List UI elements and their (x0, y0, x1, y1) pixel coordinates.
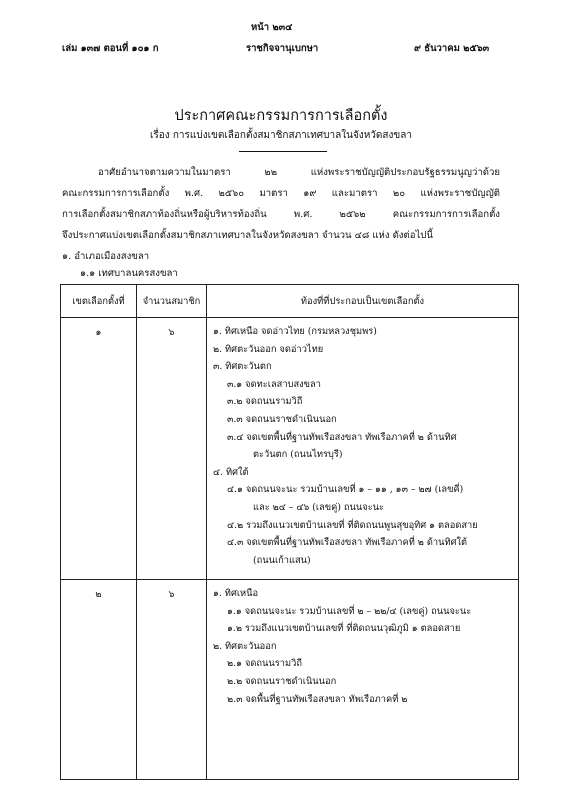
area-item: ๑.๑ จดถนนจะนะ รวมบ้านเลขที่ ๒ – ๒๒/๔ (เลขคู่) ถนนจะนะ (227, 605, 472, 617)
member-count: ๖ (137, 580, 207, 780)
table-row (61, 318, 519, 580)
area-description (207, 318, 519, 580)
area-item: และ ๒๔ – ๔๖ (เลขคู่) ถนนจะนะ (253, 501, 385, 513)
title-underline (239, 151, 327, 152)
area-item: ๒.๑ จดถนนรามวิถี (227, 658, 302, 670)
announcement-subject: เรื่อง การแบ่งเขตเลือกตั้งสมาชิกสภาเทศบาลในจังหวัดสงขลา (150, 130, 412, 141)
area-item: ตะวันตก (ถนนไทรบุรี) (253, 449, 343, 461)
area-item: ๓.๑ จดทะเลสาบสงขลา (227, 378, 321, 390)
member-count: ๖ (137, 318, 207, 580)
header-area: ท้องที่ที่ประกอบเป็นเขตเลือกตั้ง (207, 285, 519, 318)
page-number: หน้า ๒๓๔ (251, 22, 293, 33)
area-item: ๓. ทิศตะวันตก (213, 361, 272, 373)
header-district: เขตเลือกตั้งที่ (61, 285, 137, 318)
area-item: ๓.๒ จดถนนรามวิถี (227, 396, 303, 408)
area-item: ๒.๒ จดถนนราชดำเนินนอก (227, 675, 337, 687)
area-item: ๔.๑ จดถนนจะนะ รวมบ้านเลขที่ ๑ – ๑๑ , ๑๓ – ๒๗ (เลขคี่) (227, 484, 464, 496)
paragraph-line-4: จึงประกาศแบ่งเขตเลือกตั้งสมาชิกสภาเทศบาลในจังหวัดสงขลา จำนวน ๔๘ แห่ง ดังต่อไปนี้ (62, 230, 433, 241)
section-heading: ๑. อำเภอเมืองสงขลา (62, 251, 150, 262)
area-item: ๒.๓ จดพื้นที่ฐานทัพเรือสงขลา ทัพเรือภาคที่ ๒ (227, 693, 408, 705)
area-item: ๔.๓ จดเขตพื้นที่ฐานทัพเรือสงขลา ทัพเรือภาคที่ ๒ ด้านทิศใต้ (227, 537, 468, 549)
area-item: ๑.๒ รวมถึงแนวเขตบ้านเลขที่ ที่ติดถนนวุฒิภูมิ ๑ ตลอดสาย (227, 623, 461, 635)
area-item: ๔. ทิศใต้ (213, 466, 249, 478)
gazette-volume: เล่ม ๑๓๗ ตอนที่ ๑๐๑ ก (62, 43, 159, 54)
gazette-name: ราชกิจจานุเบกษา (246, 43, 319, 54)
area-item: ๔.๒ รวมถึงแนวเขตบ้านเลขที่ ที่ติดถนนพูนสุขอุทิศ ๑ ตลอดสาย (227, 519, 478, 531)
gazette-date: ๙ ธันวาคม ๒๕๖๓ (414, 43, 490, 54)
area-item: ๓.๓ จดถนนราชดำเนินนอก (227, 413, 337, 425)
area-item: (ถนนเก้าแสน) (253, 554, 311, 566)
paragraph-line-2: คณะกรรมการการเลือกตั้ง พ.ศ. ๒๕๖๐ มาตรา ๑๙ และมาตรา ๒๐ แห่งพระราชบัญญัติ (62, 188, 500, 199)
paragraph-line-3: การเลือกตั้งสมาชิกสภาท้องถิ่นหรือผู้บริหารท้องถิ่น พ.ศ. ๒๕๖๒ คณะกรรมการการเลือกตั้ง (62, 209, 500, 220)
district-table (60, 284, 519, 780)
subsection-heading: ๑.๑ เทศบาลนครสงขลา (80, 268, 178, 279)
announcement-title: ประกาศคณะกรรมการการเลือกตั้ง (174, 108, 388, 124)
header-members: จำนวนสมาชิก (137, 285, 207, 318)
district-number: ๒ (61, 580, 137, 780)
area-item: ๑. ทิศเหนือ (213, 588, 259, 599)
paragraph-line-1: อาศัยอำนาจตามความในมาตรา ๒๒ แห่งพระราชบัญญัติประกอบรัฐธรรมนูญว่าด้วย (98, 167, 500, 178)
area-item: ๒. ทิศตะวันออก จดอ่าวไทย (213, 343, 324, 355)
table-header-row (61, 285, 519, 318)
area-item: ๑. ทิศเหนือ จดอ่าวไทย (กรมหลวงชุมพร) (213, 326, 377, 337)
district-number: ๑ (61, 318, 137, 580)
table-row (61, 580, 519, 780)
area-item: ๒. ทิศตะวันออก (213, 640, 277, 652)
area-item: ๓.๔ จดเขตพื้นที่ฐานทัพเรือสงขลา ทัพเรือภาคที่ ๒ ด้านทิศ (227, 431, 457, 443)
area-description (207, 580, 519, 780)
